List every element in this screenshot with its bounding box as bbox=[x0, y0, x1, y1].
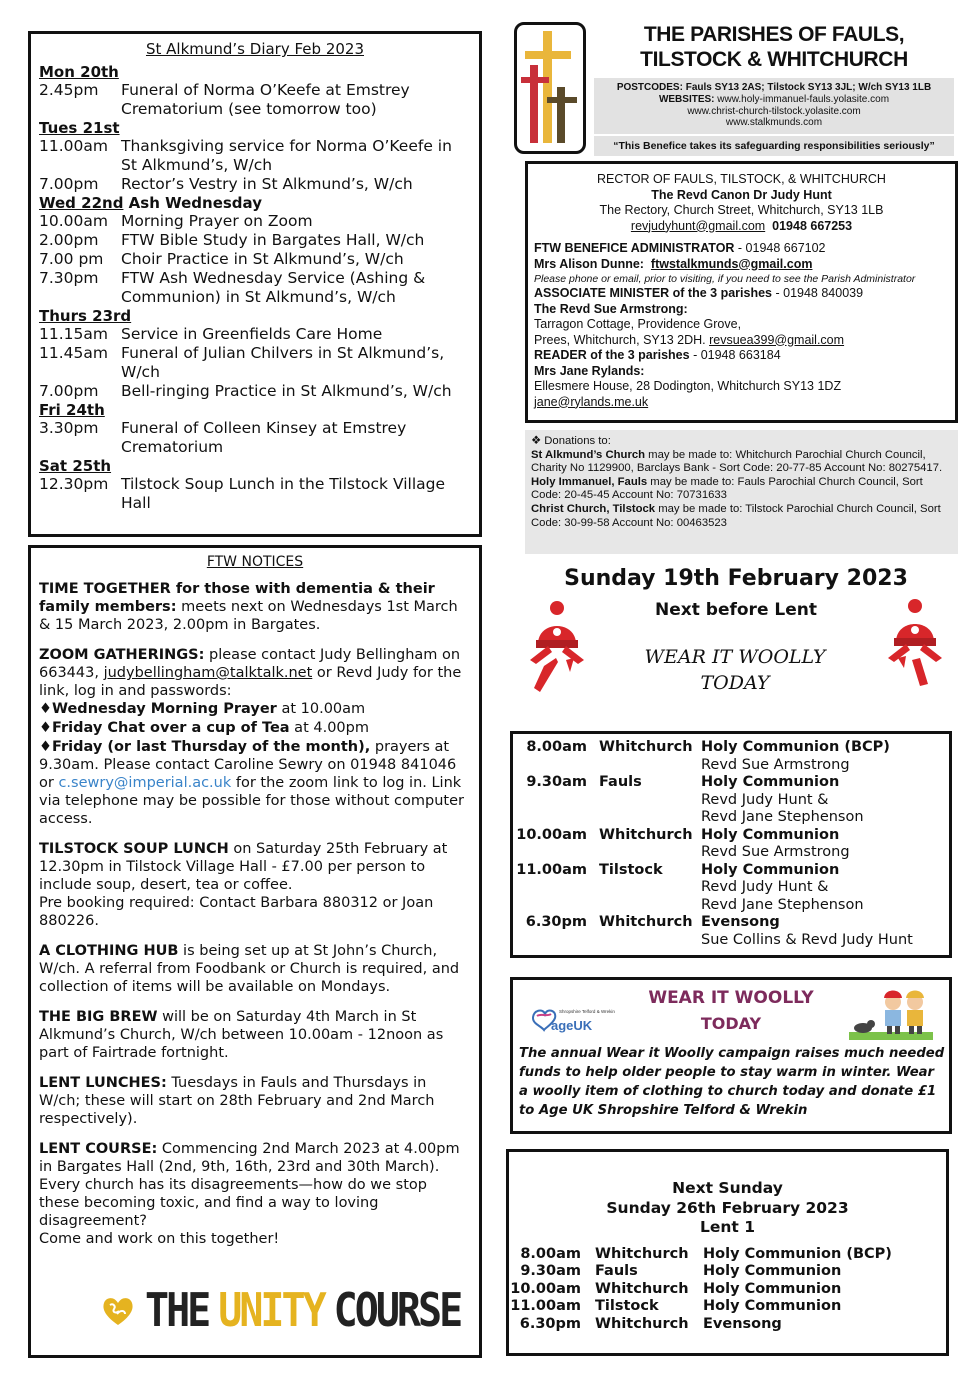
admin-role: FTW BENEFICE ADMINISTRATOR bbox=[534, 241, 735, 255]
diary-day-heading bbox=[39, 194, 471, 212]
next-sunday-heading: Next Sunday bbox=[672, 1179, 783, 1197]
service-time: 10.00am bbox=[516, 826, 587, 843]
rector-role: RECTOR OF FAULS, TILSTOCK, & WHITCHURCH bbox=[597, 172, 886, 186]
bullet-friday-prayers-text-2: for the zoom link to log in. Link via telephone may be possible for those without computer access. bbox=[39, 775, 464, 827]
diary-event-description: Service in Greenfields Care Home bbox=[121, 325, 383, 343]
admin-email-link[interactable]: ftwstalkmunds@gmail.com bbox=[650, 256, 813, 271]
notice-soup-lunch bbox=[39, 840, 471, 930]
diary-title: St Alkmund’s Diary Feb 2023 bbox=[145, 40, 364, 58]
diary-event bbox=[39, 137, 471, 175]
diary-event-time: 11.45am bbox=[39, 344, 108, 362]
notice-hub-heading: A CLOTHING HUB bbox=[39, 943, 179, 959]
service-name: Holy Communion bbox=[701, 739, 840, 755]
parish-crosses-logo bbox=[514, 22, 586, 154]
diary-event-description: Bell-ringing Practice in St Alkmund’s, W/ch bbox=[121, 382, 452, 400]
diary-event bbox=[39, 344, 471, 382]
donation-fauls bbox=[531, 476, 952, 503]
diary-event bbox=[39, 419, 471, 457]
crosses-icon bbox=[517, 25, 583, 151]
assoc-address-2-text: Prees, Whitchurch, SY13 2DH. bbox=[534, 332, 710, 347]
next-service-row bbox=[509, 1316, 946, 1334]
diary-day-label: Wed 22nd bbox=[39, 194, 124, 212]
diary-event bbox=[39, 325, 471, 344]
next-sunday-season: Lent 1 bbox=[699, 1218, 755, 1236]
rector-name: The Revd Canon Dr Judy Hunt bbox=[651, 187, 832, 202]
service-details bbox=[701, 739, 949, 774]
diary-event bbox=[39, 81, 471, 119]
next-service-time: 8.00am bbox=[520, 1245, 581, 1262]
heart-icon bbox=[101, 1294, 135, 1328]
service-row bbox=[513, 827, 949, 862]
assoc-address-2 bbox=[534, 333, 949, 349]
wear-it-woolly-banner bbox=[600, 644, 870, 696]
next-service-time: 11.00am bbox=[510, 1298, 581, 1314]
bullet-friday-chat: ♦Friday Chat over a cup of Tea at 4.00pm bbox=[39, 720, 369, 736]
notice-time-together-heading: TIME TOGETHER for those with dementia & their family members: bbox=[39, 581, 435, 615]
diary-day-extra: Ash Wednesday bbox=[123, 194, 262, 212]
service-minister: Sue Collins & Revd Judy Hunt bbox=[701, 931, 913, 948]
parish-title-line-2: TILSTOCK & WHITCHURCH bbox=[640, 48, 908, 71]
assoc-address-1: Tarragon Cottage, Providence Grove, bbox=[534, 317, 742, 331]
diary-day-label: Sat 25th bbox=[39, 457, 112, 475]
service-place: Tilstock bbox=[599, 861, 663, 878]
service-time: 8.00am bbox=[526, 739, 587, 755]
donation-tilstock-name: Christ Church, Tilstock bbox=[531, 502, 656, 515]
diary-event bbox=[39, 382, 471, 401]
website-link-fauls[interactable]: www.holy-immanuel-fauls.yolasite.com bbox=[714, 94, 890, 105]
diary-event-description: Choir Practice in St Alkmund’s, W/ch bbox=[121, 250, 404, 268]
service-details bbox=[701, 827, 949, 862]
postcodes-text: POSTCODES: Fauls SY13 2AS; Tilstock SY13 3JL; W/ch SY13 1LB bbox=[616, 82, 932, 93]
diary-event bbox=[39, 212, 471, 231]
rector-contact bbox=[534, 219, 949, 235]
diary-event-time: 11.15am bbox=[39, 325, 108, 343]
service-minister: Revd Judy Hunt & bbox=[701, 791, 829, 808]
admin-name: Mrs Alison Dunne: bbox=[534, 256, 644, 271]
notice-brew-heading: THE BIG BREW bbox=[39, 1009, 158, 1025]
next-service-time: 6.30pm bbox=[519, 1315, 581, 1332]
service-row bbox=[513, 739, 949, 774]
unity-word-unity: UNITY bbox=[218, 1284, 324, 1338]
bullet-morning-prayer: ♦Wednesday Morning Prayer at 10.00am bbox=[39, 701, 366, 717]
service-minister: Revd Sue Armstrong bbox=[701, 756, 850, 773]
next-service-place: Fauls bbox=[595, 1263, 638, 1279]
notice-brew-text: will be on Saturday 4th March in St Alkmund’s Church, W/ch between 10.00am - 12noon as part of Fairtrade fortnight. bbox=[39, 1009, 444, 1061]
notice-time-together-text: meets next on Wednesdays 1st March & 15 March 2023, 2.00pm in Bargates. bbox=[39, 599, 458, 633]
admin-role-line bbox=[534, 241, 949, 257]
notice-zoom-heading: ZOOM GATHERINGS: bbox=[39, 647, 205, 663]
admin-name-line bbox=[534, 257, 949, 273]
donations-heading: ❖ Donations to: bbox=[531, 435, 611, 447]
bullet-friday-prayers-text: prayers at 9.30am. Please contact Caroline Sewry on 01948 841046 or bbox=[39, 739, 457, 791]
notice-course-heading: LENT COURSE: bbox=[39, 1141, 158, 1157]
reader-name: Mrs Jane Rylands: bbox=[534, 363, 645, 378]
unity-course-logo bbox=[101, 1284, 461, 1338]
notices-box bbox=[28, 545, 482, 1358]
next-service-row bbox=[509, 1246, 946, 1264]
bullet-morning-prayer-time: at 10.00am bbox=[276, 701, 366, 717]
service-time: 6.30pm bbox=[525, 914, 587, 930]
next-service-service: Holy Communion bbox=[703, 1280, 842, 1297]
notice-soup-text: on Saturday 25th February at 12.30pm in Tilstock Village Hall - £7.00 per person to include soup, desert, tea or coffee. bbox=[39, 841, 448, 893]
next-service-service: Holy Communion bbox=[703, 1263, 842, 1279]
diary-event bbox=[39, 175, 471, 194]
next-sunday-date: Sunday 26th February 2023 bbox=[606, 1198, 849, 1217]
service-minister: Revd Jane Stephenson bbox=[701, 809, 864, 825]
woolly-box-heading: WEAR IT WOOLLY bbox=[648, 988, 814, 1008]
diary-event-time: 7.00 pm bbox=[39, 250, 104, 268]
admin-note: Please phone or email, prior to visiting, if you need to see the Parish Administrator bbox=[534, 273, 916, 285]
contacts-box bbox=[525, 161, 958, 423]
rector-address: The Rectory, Church Street, Whitchurch, SY13 1LB bbox=[599, 203, 884, 217]
service-name: Holy Communion bbox=[701, 826, 840, 843]
woolly-appeal-text: The annual Wear it Woolly campaign raises much needed funds to help older people to stay warm in winter. Wear a woolly item of clothing to church today and donate £1 to Age UK Shropshire Telford & Wrekin bbox=[519, 1046, 945, 1118]
service-place: Whitchurch bbox=[599, 826, 693, 843]
sewry-email-link[interactable]: c.sewry@imperial.ac.uk bbox=[58, 775, 232, 791]
diary-event-time: 11.00am bbox=[39, 137, 108, 155]
diary-event-time: 10.00am bbox=[39, 212, 108, 230]
diary-day-heading bbox=[39, 63, 471, 81]
service-row bbox=[513, 774, 949, 827]
unity-word-the: THE bbox=[145, 1284, 209, 1338]
woolly-box-subheading: TODAY bbox=[700, 1014, 762, 1033]
donation-fauls-name: Holy Immanuel, Fauls bbox=[531, 475, 648, 488]
service-name: Holy Communion bbox=[701, 861, 840, 878]
reader-address: Ellesmere House, 28 Dodington, Whitchurch SY13 1DZ bbox=[534, 379, 842, 393]
bullet-friday-chat-time: at 4.00pm bbox=[289, 720, 369, 736]
diary-event-description: Thanksgiving service for Norma O’Keefe in St Alkmund’s, W/ch bbox=[121, 137, 452, 174]
bullet-friday-prayers-label: Friday (or last Thursday of the month), bbox=[52, 739, 371, 755]
service-time: 9.30am bbox=[526, 774, 587, 790]
next-service-place: Whitchurch bbox=[595, 1315, 689, 1332]
service-name: Evensong bbox=[701, 914, 780, 930]
notices-title: FTW NOTICES bbox=[206, 554, 304, 570]
diary-event-description: Morning Prayer on Zoom bbox=[121, 212, 313, 230]
assoc-role-line bbox=[534, 286, 949, 302]
age-uk-region-text: Shropshire Telford & Wrekin bbox=[559, 1009, 615, 1014]
notice-hub-text: is being set up at St John’s Church, W/ch. A referral from Foodbank or Church is required, and collection of items will be available on Mondays. bbox=[39, 943, 460, 995]
sunday-subtitle: Next before Lent bbox=[655, 600, 817, 620]
rector-email-link[interactable]: revjudyhunt@gmail.com bbox=[630, 218, 766, 233]
diary-day-heading bbox=[39, 457, 471, 475]
wear-it-woolly-line-1: WEAR IT WOOLLY bbox=[644, 646, 826, 668]
notice-course-text: Commencing 2nd March 2023 at 4.00pm in Bargates Hall (2nd, 9th, 16th, 23rd and 30th March). Every church has its disagreements—how do we stop these becoming toxic, and find a way to loving disagreement? bbox=[39, 1141, 460, 1229]
notice-course-invite: Come and work on this together! bbox=[39, 1231, 280, 1247]
diary-event-time: 7.00pm bbox=[39, 382, 99, 400]
next-service-place: Tilstock bbox=[595, 1298, 659, 1314]
diary-event bbox=[39, 250, 471, 269]
notice-lunch-text: Tuesdays in Fauls and Thursdays in W/ch; these will start on 28th February and 2nd March respectively). bbox=[39, 1075, 435, 1127]
next-service-time: 10.00am bbox=[510, 1280, 581, 1297]
sunday-title: Sunday 19th February 2023 bbox=[564, 566, 908, 591]
website-link-stalkmunds[interactable]: www.stalkmunds.com bbox=[725, 117, 823, 128]
donation-st-alkmunds-name: St Alkmund’s Church bbox=[531, 448, 646, 461]
next-service-row bbox=[509, 1281, 946, 1299]
assoc-role: ASSOCIATE MINISTER of the 3 parishes bbox=[534, 286, 773, 300]
bullet-morning-prayer-label: Wednesday Morning Prayer bbox=[52, 701, 277, 717]
diary-event bbox=[39, 269, 471, 307]
next-service-place: Whitchurch bbox=[595, 1245, 689, 1262]
service-details bbox=[701, 914, 949, 949]
notice-zoom bbox=[39, 646, 471, 700]
assoc-phone: - 01948 840039 bbox=[772, 286, 864, 300]
age-uk-logo bbox=[529, 1004, 619, 1034]
diary-event-description: FTW Ash Wednesday Service (Ashing & Communion) in St Alkmund’s, W/ch bbox=[121, 269, 426, 306]
diary-event-description: FTW Bible Study in Bargates Hall, W/ch bbox=[121, 231, 425, 249]
notice-big-brew bbox=[39, 1008, 471, 1062]
woolly-hat-left-icon bbox=[526, 600, 588, 696]
service-name: Holy Communion bbox=[701, 774, 840, 790]
admin-phone: - 01948 667102 bbox=[734, 241, 826, 255]
service-minister: Revd Judy Hunt & bbox=[701, 879, 829, 895]
notice-lent-course bbox=[39, 1140, 471, 1248]
bullet-friday-chat-label: Friday Chat over a cup of Tea bbox=[52, 720, 290, 736]
parish-title bbox=[594, 22, 954, 72]
notice-clothing-hub bbox=[39, 942, 471, 996]
website-link-tilstock[interactable]: www.christ-church-tilstock.yolasite.com bbox=[687, 105, 861, 117]
age-uk-text: ageUK bbox=[551, 1018, 593, 1033]
diary-event-time: 2.45pm bbox=[39, 81, 99, 99]
assoc-name: The Revd Sue Armstrong: bbox=[534, 301, 688, 316]
websites-line bbox=[594, 94, 954, 106]
zoom-email-link[interactable]: judybellingham@talktalk.net bbox=[103, 665, 313, 681]
next-sunday-rows bbox=[509, 1246, 946, 1334]
donation-st-alkmunds bbox=[531, 449, 952, 476]
service-time: 11.00am bbox=[516, 861, 587, 878]
notice-time-together bbox=[39, 580, 471, 634]
service-row bbox=[513, 914, 949, 949]
donation-st-alkmunds-details: may be made to: Whitchurch Parochial Church Council, Charity No 1129900, Barclays Bank - Sort Code: 20-77-85 Account No: 80275417. bbox=[531, 448, 943, 475]
rector-phone: 01948 667253 bbox=[772, 218, 853, 233]
service-place: Whitchurch bbox=[599, 914, 693, 930]
notice-soup-booking: Pre booking required: Contact Barbara 880312 or Joan 880226. bbox=[39, 895, 434, 929]
woolly-hat-right-icon bbox=[884, 598, 946, 694]
websites-label: WEBSITES: bbox=[658, 94, 715, 105]
parish-title-line-1: THE PARISHES OF FAULS, bbox=[643, 23, 905, 46]
donation-tilstock-details: may be made to: Tilstock Parochial Church Council, Sort Code: 30-99-58 Account No: 00463523 bbox=[531, 502, 941, 529]
reader-role-line bbox=[534, 348, 949, 364]
diary-event-time: 2.00pm bbox=[39, 231, 99, 249]
diary-day-label: Tues 21st bbox=[39, 119, 120, 137]
diary-event-time: 12.30pm bbox=[39, 475, 109, 493]
safeguarding-banner: “This Benefice takes its safeguarding responsibilities seriously” bbox=[594, 136, 954, 156]
diary-day-heading bbox=[39, 401, 471, 419]
services-rows bbox=[513, 739, 949, 949]
service-minister: Revd Sue Armstrong bbox=[701, 844, 850, 860]
service-row bbox=[513, 862, 949, 915]
donation-tilstock bbox=[531, 503, 952, 530]
notice-zoom-text: please contact Judy Bellingham on 663443, bbox=[39, 647, 461, 681]
service-note: (BCP) bbox=[839, 739, 890, 755]
reader-email-link[interactable]: jane@rylands.me.uk bbox=[534, 394, 649, 409]
diary-day-label: Thurs 23rd bbox=[39, 307, 132, 325]
service-details bbox=[701, 862, 949, 915]
next-service-row bbox=[509, 1298, 946, 1316]
diary-event-description: Funeral of Norma O’Keefe at Emstrey Crematorium (see tomorrow too) bbox=[121, 81, 410, 118]
next-service-time: 9.30am bbox=[520, 1263, 581, 1279]
notice-lunch-heading: LENT LUNCHES: bbox=[39, 1075, 167, 1091]
service-place: Fauls bbox=[599, 774, 642, 790]
bullet-friday-prayers: ♦Friday (or last Thursday of the month), prayers at 9.30am. Please contact Caroline Sewry on 01948 841046 or c.sewry@imperial.ac.uk for the zoom link to log in. Link via telephone may be possible for those without computer access. bbox=[39, 739, 464, 827]
next-service-row bbox=[509, 1263, 946, 1281]
unity-word-course: COURSE bbox=[333, 1284, 461, 1338]
diary-day-heading bbox=[39, 307, 471, 325]
postcodes-panel bbox=[594, 78, 954, 134]
diary-event-time: 7.00pm bbox=[39, 175, 99, 193]
assoc-email-link[interactable]: revsuea399@gmail.com bbox=[709, 332, 845, 347]
diary-day-label: Mon 20th bbox=[39, 63, 119, 81]
woolly-appeal-box bbox=[510, 977, 952, 1134]
reader-phone: - 01948 663184 bbox=[689, 348, 781, 362]
donation-fauls-details: may be made to: Fauls Parochial Church Council, Sort Code: 20-45-45 Account No: 70731633 bbox=[531, 475, 923, 502]
next-service-place: Whitchurch bbox=[595, 1280, 689, 1297]
wear-it-woolly-line-2: TODAY bbox=[700, 672, 770, 694]
services-table bbox=[510, 731, 952, 958]
next-sunday-box bbox=[506, 1149, 949, 1356]
next-service-service: Holy Communion (BCP) bbox=[703, 1245, 892, 1262]
diary-event-time: 3.30pm bbox=[39, 419, 99, 437]
notice-soup-heading: TILSTOCK SOUP LUNCH bbox=[39, 841, 229, 857]
donations-panel bbox=[525, 430, 958, 554]
diary-event-description: Rector’s Vestry in St Alkmund’s, W/ch bbox=[121, 175, 413, 193]
woolly-kids-illustration bbox=[849, 984, 933, 1040]
diary-event bbox=[39, 475, 471, 513]
diary-event-description: Funeral of Julian Chilvers in St Alkmund’s, W/ch bbox=[121, 344, 445, 381]
diary-event-description: Funeral of Colleen Kinsey at Emstrey Crematorium bbox=[121, 419, 407, 456]
service-minister: Revd Jane Stephenson bbox=[701, 896, 864, 913]
diary-event bbox=[39, 231, 471, 250]
diary-day-label: Fri 24th bbox=[39, 401, 105, 419]
diary-box bbox=[28, 31, 482, 537]
notice-lent-lunches bbox=[39, 1074, 471, 1128]
next-service-service: Evensong bbox=[703, 1315, 782, 1332]
diary-day-heading bbox=[39, 119, 471, 137]
next-service-service: Holy Communion bbox=[703, 1298, 842, 1314]
reader-role: READER of the 3 parishes bbox=[534, 348, 690, 362]
diary-event-description: Tilstock Soup Lunch in the Tilstock Village Hall bbox=[121, 475, 446, 512]
diary-days bbox=[39, 63, 471, 513]
diary-event-time: 7.30pm bbox=[39, 269, 99, 287]
service-details bbox=[701, 774, 949, 827]
service-place: Whitchurch bbox=[599, 739, 693, 755]
notice-zoom-text-2: or Revd Judy for the link, log in and passwords: bbox=[39, 665, 462, 699]
